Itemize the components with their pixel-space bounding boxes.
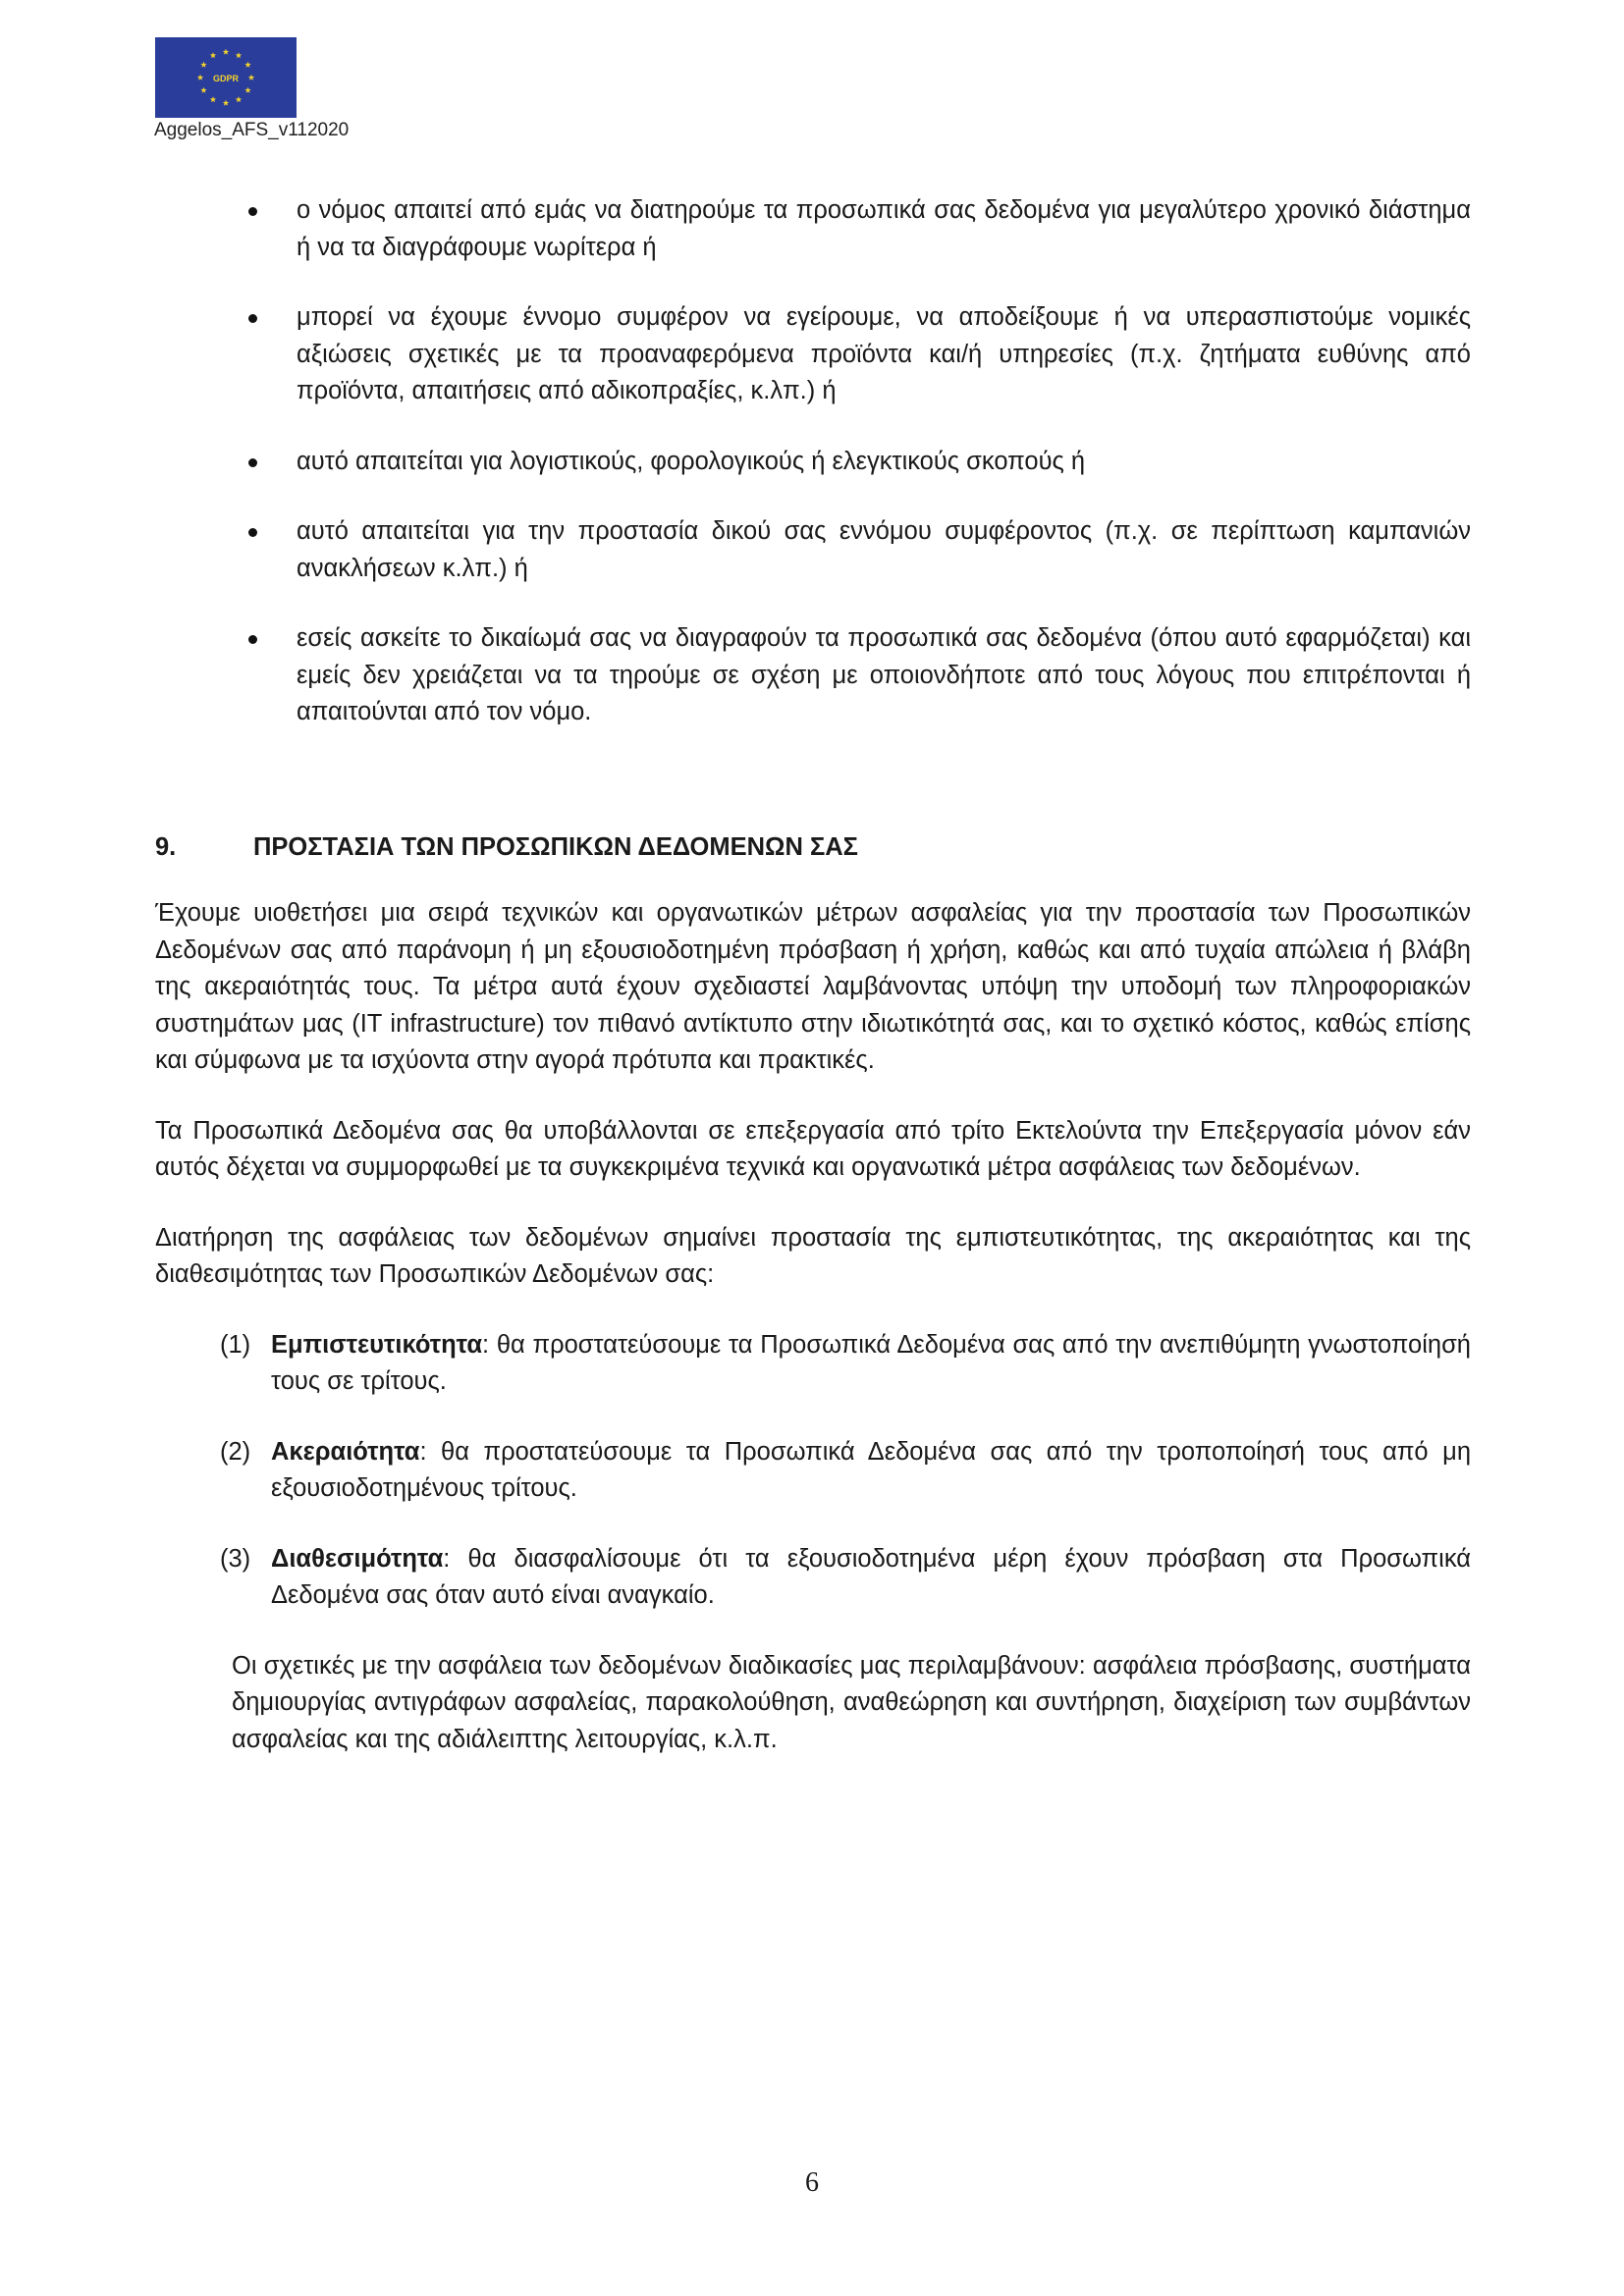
star-icon — [223, 100, 229, 106]
bullet-text: αυτό απαιτείται για λογιστικούς, φορολογικούς ή ελεγκτικούς σκοπούς ή — [297, 447, 1086, 475]
list-item — [155, 513, 1471, 587]
bullet-icon — [248, 314, 257, 323]
document-code: Aggelos_AFS_v112020 — [154, 120, 350, 140]
paragraph: Τα Προσωπικά Δεδομένα σας θα υποβάλλονται σε επεξεργασία από τρίτο Εκτελούντα την Επεξεργασία μόνον εάν αυτός δέχεται να συμμορφωθεί με τα συγκεκριμένα τεχνικά και οργανωτικά μέτρα ασφάλειας των δεδομένων. — [155, 1116, 1471, 1181]
bullet-icon — [248, 635, 257, 644]
section-number: 9. — [155, 832, 177, 861]
item-marker: (3) — [220, 1544, 251, 1573]
star-icon — [200, 87, 206, 93]
list-item — [155, 1327, 1471, 1401]
eu-gdpr-logo — [155, 37, 297, 118]
bullet-text: εσείς ασκείτε το δικαίωμά σας να διαγραφούν τα προσωπικά σας δεδομένα (όπου αυτό εφαρμόζεται) και εμείς δεν χρειάζεται να τα τηρούμε σε σχέση με οποιονδήποτε από τους λόγους που επιτρέπονται ή απαιτούνται από τον νόμο. — [297, 624, 1471, 725]
star-icon — [223, 49, 229, 55]
star-icon — [248, 75, 254, 80]
logo-gdpr-text: GDPR — [212, 74, 240, 83]
star-icon — [197, 75, 203, 80]
bullet-icon — [248, 207, 257, 216]
item-text: : θα προστατεύσουμε τα Προσωπικά Δεδομένα σας από την τροποποίησή τους από μη εξουσιοδοτημένους τρίτους. — [271, 1437, 1471, 1502]
star-icon — [200, 62, 206, 68]
item-text: : θα προστατεύσουμε τα Προσωπικά Δεδομένα σας από την ανεπιθύμητη γνωστοποίησή τους σε τρίτους. — [271, 1330, 1471, 1395]
document-body — [155, 192, 1471, 1791]
closing-paragraph: Οι σχετικές με την ασφάλεια των δεδομένων διαδικασίες μας περιλαμβάνουν: ασφάλεια πρόσβασης, συστήματα δημιουργίας αντιγράφων ασφαλείας, παρακολούθηση, αναθεώρηση και συντήρηση, διαχείριση των συμβάντων ασφαλείας και της αδιάλειπτης λειτουργίας, κ.λ.π. — [232, 1651, 1471, 1753]
bullet-text: ο νόμος απαιτεί από εμάς να διατηρούμε τα προσωπικά σας δεδομένα για μεγαλύτερο χρονικό διάστημα ή να τα διαγράφουμε νωρίτερα ή — [297, 196, 1471, 261]
star-icon — [210, 52, 216, 58]
item-marker: (1) — [220, 1330, 251, 1359]
eu-stars-icon — [155, 37, 297, 118]
item-marker: (2) — [220, 1437, 251, 1466]
numbered-list — [155, 1327, 1471, 1615]
page-number: 6 — [805, 2167, 819, 2198]
star-icon — [210, 96, 216, 102]
list-item — [155, 192, 1471, 266]
bullet-text: μπορεί να έχουμε έννομο συμφέρον να εγείρουμε, να αποδείξουμε ή να υπερασπιστούμε νομικές αξιώσεις σχετικές με τα προαναφερόμενα προϊόντα και/ή υπηρεσίες (π.χ. ζητήματα ευθύνης από προϊόντα, απαιτήσεις από αδικοπραξίες, κ.λπ.) ή — [297, 303, 1471, 404]
section-title: ΠΡΟΣΤΑΣΙΑ ΤΩΝ ΠΡΟΣΩΠΙΚΩΝ ΔΕΔΟΜΕΝΩΝ ΣΑΣ — [253, 832, 858, 861]
bullet-text: αυτό απαιτείται για την προστασία δικού σας εννόμου συμφέροντος (π.χ. σε περίπτωση καμπανιών ανακλήσεων κ.λπ.) ή — [297, 517, 1471, 582]
section-heading — [155, 829, 1471, 867]
item-text: : θα διασφαλίσουμε ότι τα εξουσιοδοτημένα μέρη έχουν πρόσβαση στα Προσωπικά Δεδομένα σας όταν αυτό είναι αναγκαίο. — [271, 1544, 1471, 1609]
list-item — [155, 1434, 1471, 1508]
item-term: Ακεραιότητα — [271, 1437, 420, 1466]
list-item — [155, 444, 1471, 481]
paragraph: Διατήρηση της ασφάλειας των δεδομένων σημαίνει προστασία της εμπιστευτικότητας, της ακεραιότητας και της διαθεσιμότητας των Προσωπικών Δεδομένων σας: — [155, 1223, 1471, 1288]
list-item — [155, 620, 1471, 731]
bullet-icon — [248, 458, 257, 467]
bullet-icon — [248, 528, 257, 537]
star-icon — [244, 87, 250, 93]
star-icon — [236, 52, 242, 58]
item-term: Διαθεσιμότητα — [271, 1544, 444, 1573]
star-icon — [244, 62, 250, 68]
bullet-list — [155, 192, 1471, 731]
star-icon — [236, 96, 242, 102]
list-item — [155, 1541, 1471, 1615]
paragraph: Έχουμε υιοθετήσει μια σειρά τεχνικών και οργανωτικών μέτρων ασφαλείας για την προστασία των Προσωπικών Δεδομένων σας από παράνομη ή μη εξουσιοδοτημένη πρόσβαση ή χρήση, καθώς και από τυχαία απώλεια ή βλάβη της ακεραιότητάς τους. Τα μέτρα αυτά έχουν σχεδιαστεί λαμβάνοντας υπόψη την υποδομή των πληροφοριακών συστημάτων μας (IT infrastructure) τον πιθανό αντίκτυπο στην ιδιωτικότητά σας, και το σχετικό κόστος, καθώς επίσης και σύμφωνα με τα ισχύοντα στην αγορά πρότυπα και πρακτικές. — [155, 899, 1471, 1074]
list-item — [155, 299, 1471, 410]
item-term: Εμπιστευτικότητα — [271, 1330, 482, 1359]
